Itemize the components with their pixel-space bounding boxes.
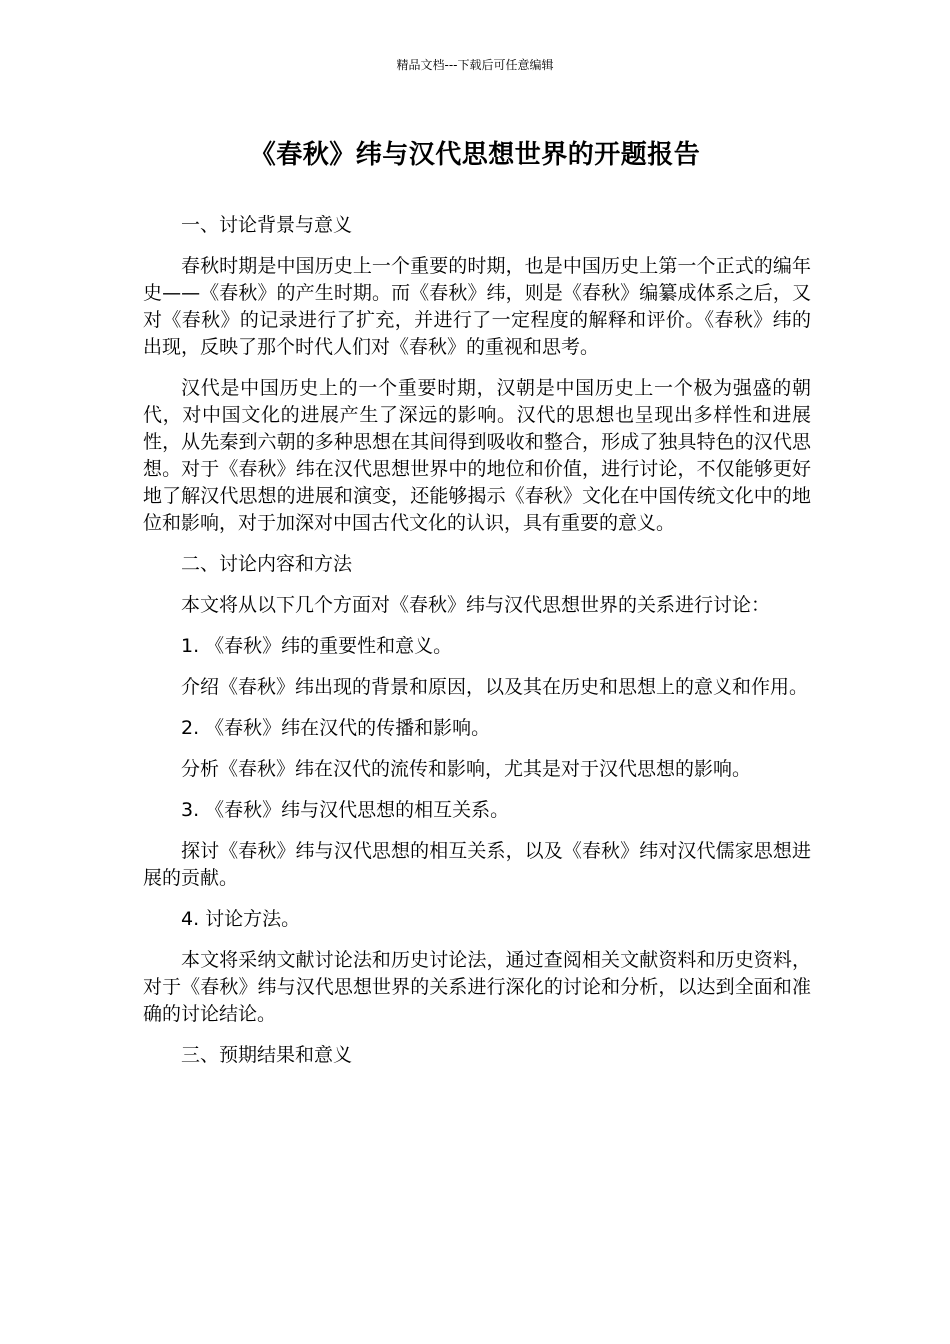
document-title: 《春秋》纬与汉代思想世界的开题报告 xyxy=(249,140,701,170)
list-item-2-title: 2. 《春秋》纬在汉代的传播和影响。 xyxy=(181,717,491,739)
list-item-3-detail: 探讨《春秋》纬与汉代思想的相互关系，以及《春秋》纬对汉代儒家思想进展的贡献。 xyxy=(143,840,811,889)
document-body xyxy=(143,212,811,1083)
list-item-4-title: 4. 讨论方法。 xyxy=(181,908,301,930)
header-note: 精品文档---下载后可任意编辑 xyxy=(396,58,554,72)
section-heading-2: 二、讨论内容和方法 xyxy=(181,553,353,575)
list-item-2-detail: 分析《春秋》纬在汉代的流传和影响，尤其是对于汉代思想的影响。 xyxy=(181,758,752,780)
list-item-1-title: 1. 《春秋》纬的重要性和意义。 xyxy=(181,635,453,657)
paragraph-background-1: 春秋时期是中国历史上一个重要的时期，也是中国历史上第一个正式的编年史——《春秋》的产生时期。而《春秋》纬，则是《春秋》编纂成体系之后，又对《春秋》的记录进行了扩充，并进行了一定程度的解释和评价。《春秋》纬的出现，反映了那个时代人们对《春秋》的重视和思考。 xyxy=(143,255,811,358)
paragraph-content-intro: 本文将从以下几个方面对《春秋》纬与汉代思想世界的关系进行讨论： xyxy=(181,594,771,616)
paragraph-background-2: 汉代是中国历史上的一个重要时期，汉朝是中国历史上一个极为强盛的朝代，对中国文化的进展产生了深远的影响。汉代的思想也呈现出多样性和进展性，从先秦到六朝的多种思想在其间得到吸收和整合，形成了独具特色的汉代思想。对于《春秋》纬在汉代思想世界中的地位和价值，进行讨论，不仅能够更好地了解汉代思想的进展和演变，还能够揭示《春秋》文化在中国传统文化中的地位和影响，对于加深对中国古代文化的认识，具有重要的意义。 xyxy=(143,377,811,534)
list-item-4-detail: 本文将采纳文献讨论法和历史讨论法，通过查阅相关文献资料和历史资料，对于《春秋》纬与汉代思想世界的关系进行深化的讨论和分析，以达到全面和准确的讨论结论。 xyxy=(143,949,811,1025)
section-heading-3: 三、预期结果和意义 xyxy=(181,1044,353,1066)
list-item-1-detail: 介绍《春秋》纬出现的背景和原因，以及其在历史和思想上的意义和作用。 xyxy=(181,676,809,698)
list-item-3-title: 3. 《春秋》纬与汉代思想的相互关系。 xyxy=(181,799,510,821)
section-heading-1: 一、讨论背景与意义 xyxy=(181,214,353,236)
